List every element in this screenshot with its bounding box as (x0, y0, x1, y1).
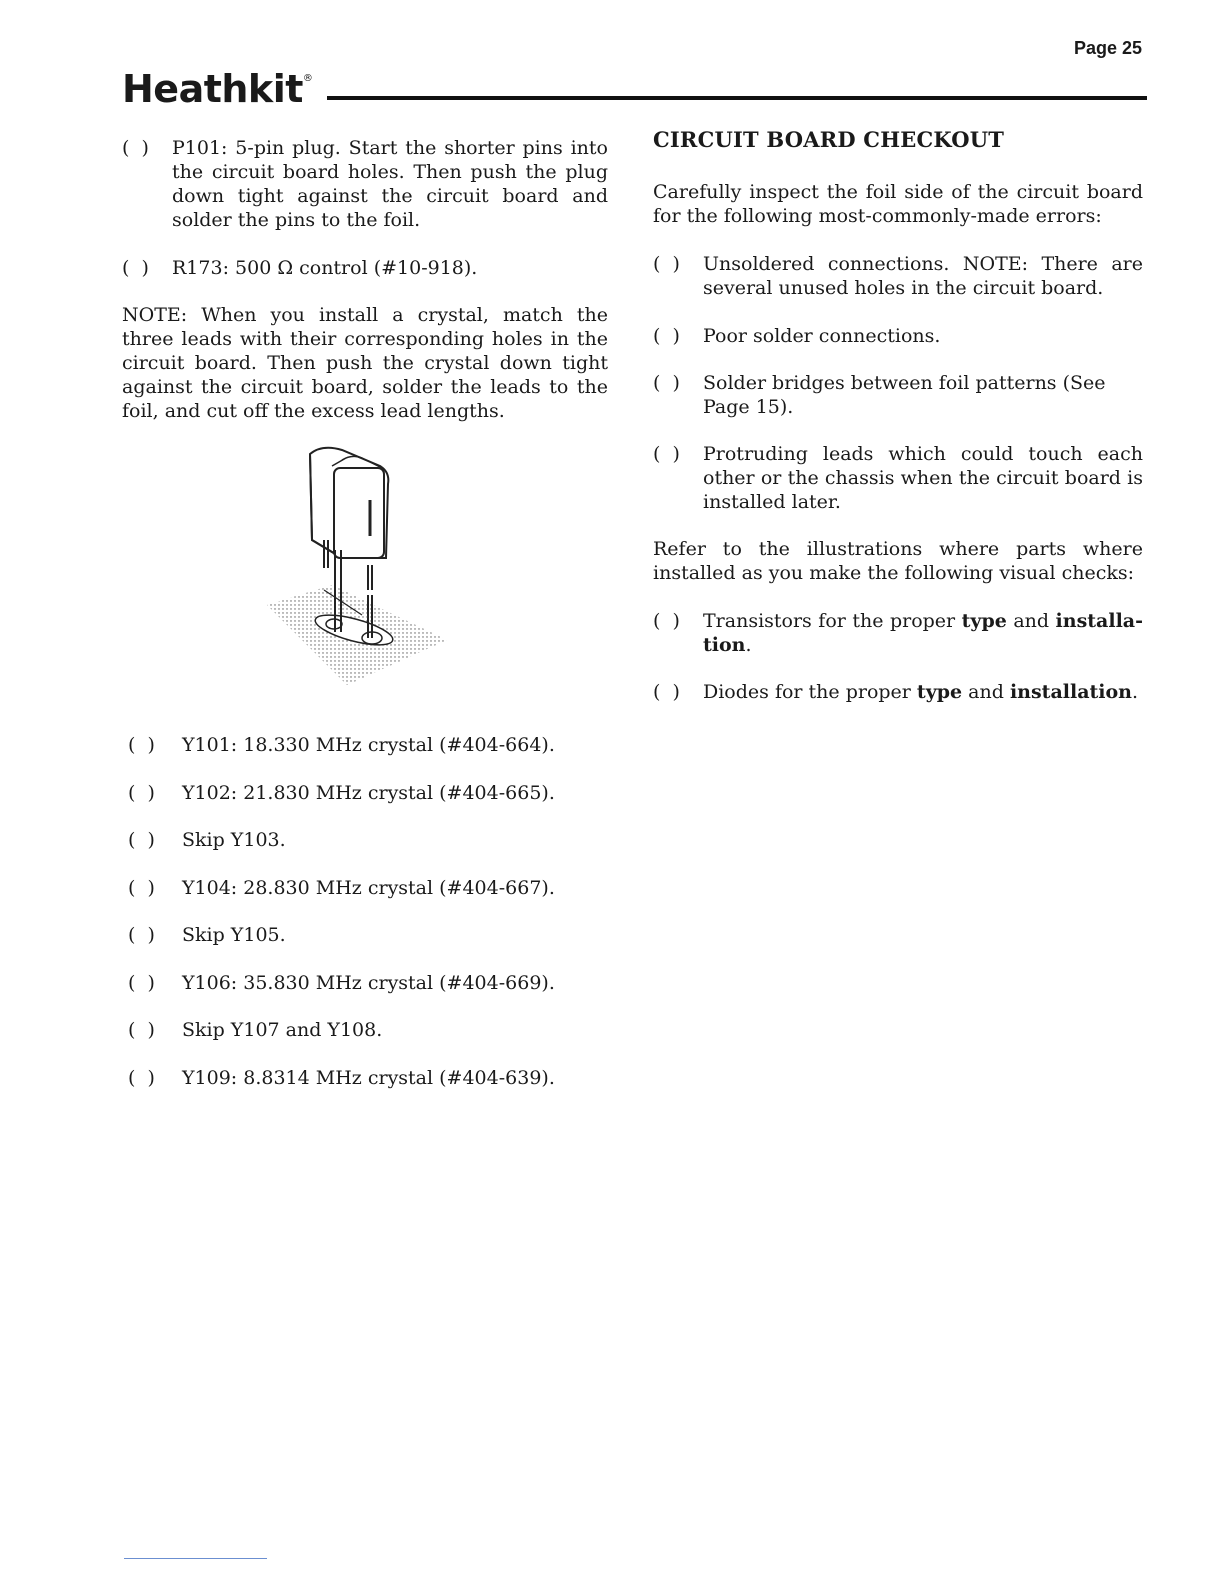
step-text: Y102: 21.830 MHz crystal (#404-665). (182, 781, 555, 804)
step-text: Skip Y105. (182, 924, 286, 946)
step-text: Y104: 28.830 MHz crystal (#404-667). (182, 876, 555, 899)
checkbox[interactable]: ( ) (128, 971, 155, 994)
checkbox[interactable]: ( ) (128, 1019, 155, 1041)
step-text: R173: 500 Ω control (#10-918). (172, 257, 478, 279)
list-item (128, 828, 608, 876)
left-column (122, 136, 608, 423)
header-rule (327, 96, 1147, 100)
checkbox[interactable]: ( ) (122, 257, 149, 279)
error-text: Poor solder connections. (703, 325, 941, 347)
checkbox[interactable]: ( ) (653, 325, 680, 347)
visual-check-text: Transistors for the proper type and installa-tion. (703, 610, 1143, 656)
step-text: Y101: 18.330 MHz crystal (#404-664). (182, 734, 555, 756)
page-number: Page 25 (1073, 38, 1142, 58)
step-text: Skip Y107 and Y108. (182, 1019, 383, 1041)
error-text: Protruding leads which could touch each other or the chassis when the circuit board is installed later. (703, 443, 1143, 513)
list-item (128, 733, 608, 781)
list-item (128, 1066, 608, 1114)
step-text: P101: 5-pin plug. Start the shorter pins into the circuit board holes. Then push the plug down tight against the circuit board and solder the pins to the foil. (172, 137, 608, 231)
crystal-illustration (262, 440, 452, 690)
crystal-steps-list (128, 733, 608, 1113)
brand-name: Heathkit (122, 67, 303, 111)
checkbox[interactable]: ( ) (653, 681, 680, 703)
refer-paragraph: Refer to the illustrations where parts where installed as you make the following visual checks: (653, 538, 1143, 584)
error-item (653, 324, 1143, 348)
checkbox[interactable]: ( ) (128, 829, 155, 851)
section-heading: CIRCUIT BOARD CHECKOUT (653, 127, 1005, 152)
checkbox[interactable]: ( ) (128, 924, 155, 946)
step-text: Y109: 8.8314 MHz crystal (#404-639). (182, 1066, 555, 1089)
error-text: Unsoldered connections. NOTE: There are several unused holes in the circuit board. (703, 253, 1143, 299)
step-p101 (122, 136, 608, 232)
visual-check-item (653, 680, 1143, 704)
list-item (128, 971, 608, 1019)
checkbox[interactable]: ( ) (128, 1066, 155, 1089)
footer-line (124, 1558, 267, 1559)
checkbox[interactable]: ( ) (128, 781, 155, 804)
error-item (653, 442, 1143, 514)
right-column (653, 128, 1143, 704)
visual-check-text: Diodes for the proper type and installation. (703, 681, 1139, 703)
crystal-note: NOTE: When you install a crystal, match the three leads with their corresponding holes in the circuit board. Then push the crystal down tight against the circuit board, solder the leads to the foil, and cut off the excess lead lengths. (122, 304, 608, 422)
step-text: Y106: 35.830 MHz crystal (#404-669). (182, 971, 555, 994)
list-item (128, 1018, 608, 1066)
checkbox[interactable]: ( ) (122, 137, 149, 159)
checkbox[interactable]: ( ) (653, 610, 680, 632)
list-item (128, 876, 608, 924)
checkout-intro: Carefully inspect the foil side of the circuit board for the following most-commonly-made errors: (653, 181, 1143, 227)
checkbox[interactable]: ( ) (128, 876, 155, 899)
list-item (128, 923, 608, 971)
step-text: Skip Y103. (182, 829, 286, 851)
checkbox[interactable]: ( ) (653, 443, 680, 465)
error-item (653, 371, 1143, 419)
checkbox[interactable]: ( ) (653, 253, 680, 275)
heathkit-logo (122, 67, 313, 111)
step-r173 (122, 256, 608, 280)
error-text: Solder bridges between foil patterns (See Page 15). (703, 372, 1106, 418)
checkbox[interactable]: ( ) (653, 372, 680, 394)
list-item (128, 781, 608, 829)
visual-check-item (653, 609, 1143, 657)
registered-mark: ® (302, 73, 313, 84)
checkbox[interactable]: ( ) (128, 734, 155, 756)
error-item (653, 252, 1143, 300)
